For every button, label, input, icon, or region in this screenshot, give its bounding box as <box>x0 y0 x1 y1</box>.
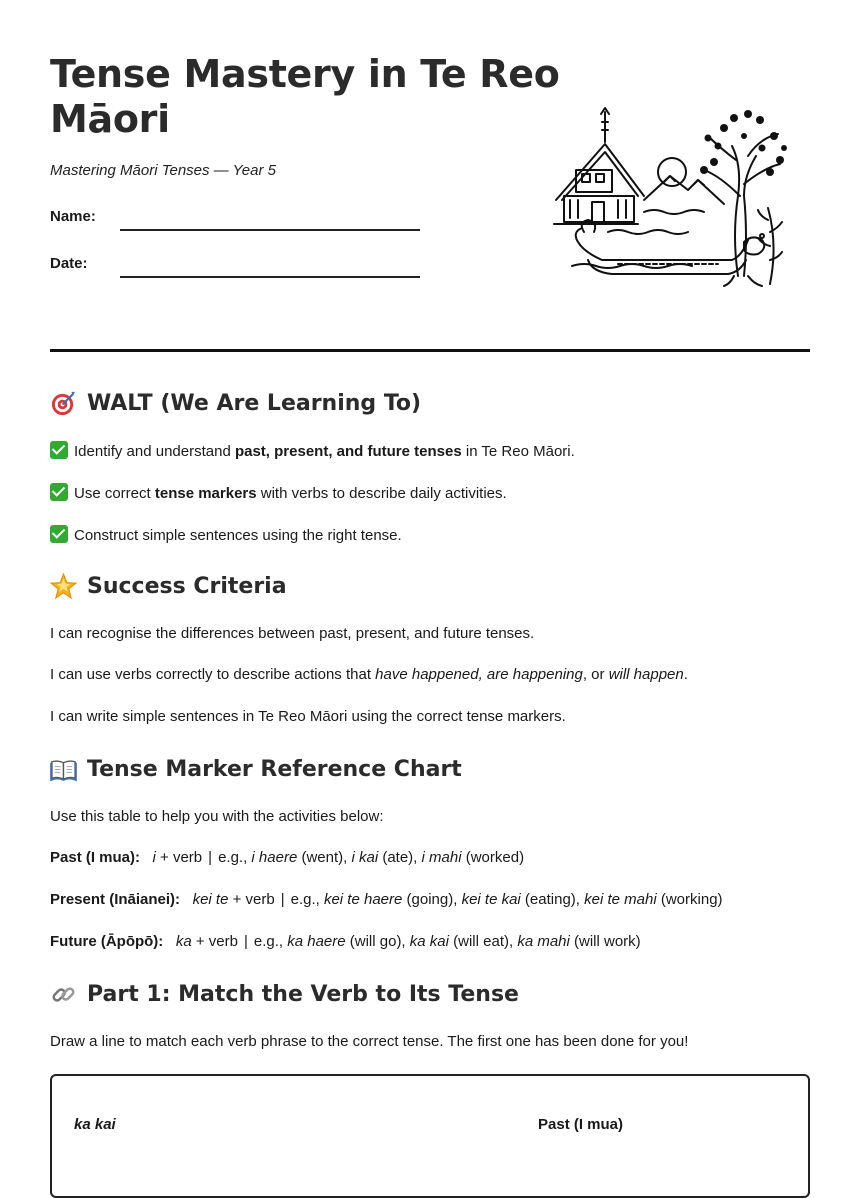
header-divider <box>50 349 810 352</box>
reference-row-example: i mahi <box>421 849 462 866</box>
part1-heading-text: Part 1: Match the Verb to Its Tense <box>87 982 519 1007</box>
whare-waka-illustration <box>548 100 798 292</box>
separator: | <box>208 849 213 866</box>
reference-row-gloss: (worked) <box>461 849 525 866</box>
success-item-2-end: . <box>683 666 688 683</box>
check-icon <box>50 525 68 543</box>
reference-row-rule: + verb <box>191 933 238 950</box>
reference-row-label: Present (Ināianei): <box>50 891 181 908</box>
reference-row-example: ka haere <box>287 933 346 950</box>
reference-row-example: i haere <box>251 849 298 866</box>
page-title: Tense Mastery in Te Reo Māori <box>50 52 560 141</box>
reference-row-example: kei te mahi <box>584 891 657 908</box>
success-item-1: I can recognise the differences between past, present, and future tenses. <box>50 625 535 642</box>
star-icon <box>50 573 77 600</box>
reference-row-example: ka kai <box>409 933 449 950</box>
check-icon <box>50 483 68 501</box>
reference-row-label: Future (Āpōpō): <box>50 933 164 950</box>
walt-heading <box>50 390 421 417</box>
reference-row-gloss: (went), <box>297 849 352 866</box>
reference-intro: Use this table to help you with the activities below: <box>50 808 384 825</box>
success-item-2-text: I can use verbs correctly to describe actions that <box>50 666 371 683</box>
reference-row-gloss: (eating), <box>520 891 585 908</box>
reference-row-example: kei te haere <box>323 891 403 908</box>
success-heading-text: Success Criteria <box>87 574 287 599</box>
reference-row-eg: e.g., <box>290 891 320 908</box>
walt-item-2-pre: Use correct <box>74 485 155 502</box>
link-icon <box>50 981 77 1008</box>
reference-row-example: kei te kai <box>461 891 521 908</box>
reference-row-eg: e.g., <box>218 849 248 866</box>
match-right-item[interactable]: Past (I mua) <box>538 1116 624 1133</box>
walt-item-3-pre: Construct simple sentences using the right tense. <box>74 527 402 544</box>
reference-row-label: Past (I mua): <box>50 849 141 866</box>
separator: | <box>243 933 248 950</box>
part1-heading <box>50 981 519 1008</box>
success-item-2-em2: will happen <box>608 666 684 683</box>
name-field[interactable] <box>120 229 420 231</box>
page-subtitle: Mastering Māori Tenses — Year 5 <box>50 162 276 179</box>
reference-row-example: ka mahi <box>517 933 570 950</box>
date-field[interactable] <box>120 276 420 278</box>
reference-row-marker: i <box>152 849 156 866</box>
reference-heading-text: Tense Marker Reference Chart <box>87 757 462 782</box>
reference-row-example: i kai <box>351 849 379 866</box>
match-left-item[interactable]: ka kai <box>74 1116 116 1133</box>
part1-intro: Draw a line to match each verb phrase to the correct tense. The first one has been done for you! <box>50 1033 689 1050</box>
check-icon <box>50 441 68 459</box>
success-heading <box>50 573 287 600</box>
walt-item-1-bold: past, present, and future tenses <box>234 443 462 460</box>
target-icon <box>50 390 77 417</box>
reference-row-gloss: (will eat), <box>448 933 518 950</box>
walt-item-2 <box>50 483 507 502</box>
walt-item-1-post: in Te Reo Māori. <box>461 443 575 460</box>
reference-row-present <box>50 891 723 908</box>
success-item-2 <box>50 666 688 683</box>
success-item-2-em1: have happened, are happening <box>375 666 583 683</box>
reference-row-rule: + verb <box>155 849 203 866</box>
reference-row-marker: ka <box>175 933 192 950</box>
reference-row-future <box>50 933 641 950</box>
reference-row-gloss: (will work) <box>569 933 641 950</box>
reference-row-gloss: (going), <box>402 891 462 908</box>
walt-item-3 <box>50 525 402 544</box>
matching-activity-box <box>50 1074 810 1198</box>
walt-item-2-post: with verbs to describe daily activities. <box>256 485 507 502</box>
walt-heading-text: WALT (We Are Learning To) <box>87 391 422 416</box>
reference-row-gloss: (will go), <box>345 933 410 950</box>
reference-row-rule: + verb <box>228 891 275 908</box>
separator: | <box>280 891 285 908</box>
name-label: Name: <box>50 208 96 225</box>
reference-row-marker: kei te <box>192 891 229 908</box>
walt-item-2-bold: tense markers <box>154 485 257 502</box>
walt-item-1-pre: Identify and understand <box>74 443 235 460</box>
reference-heading <box>50 756 462 783</box>
reference-row-past <box>50 849 524 866</box>
success-item-3: I can write simple sentences in Te Reo Māori using the correct tense markers. <box>50 708 566 725</box>
reference-row-eg: e.g., <box>253 933 284 950</box>
book-icon <box>50 756 77 783</box>
walt-item-1 <box>50 441 575 460</box>
reference-row-gloss: (working) <box>656 891 723 908</box>
success-item-2-mid: , or <box>582 666 609 683</box>
reference-row-gloss: (ate), <box>378 849 422 866</box>
date-label: Date: <box>50 255 88 272</box>
